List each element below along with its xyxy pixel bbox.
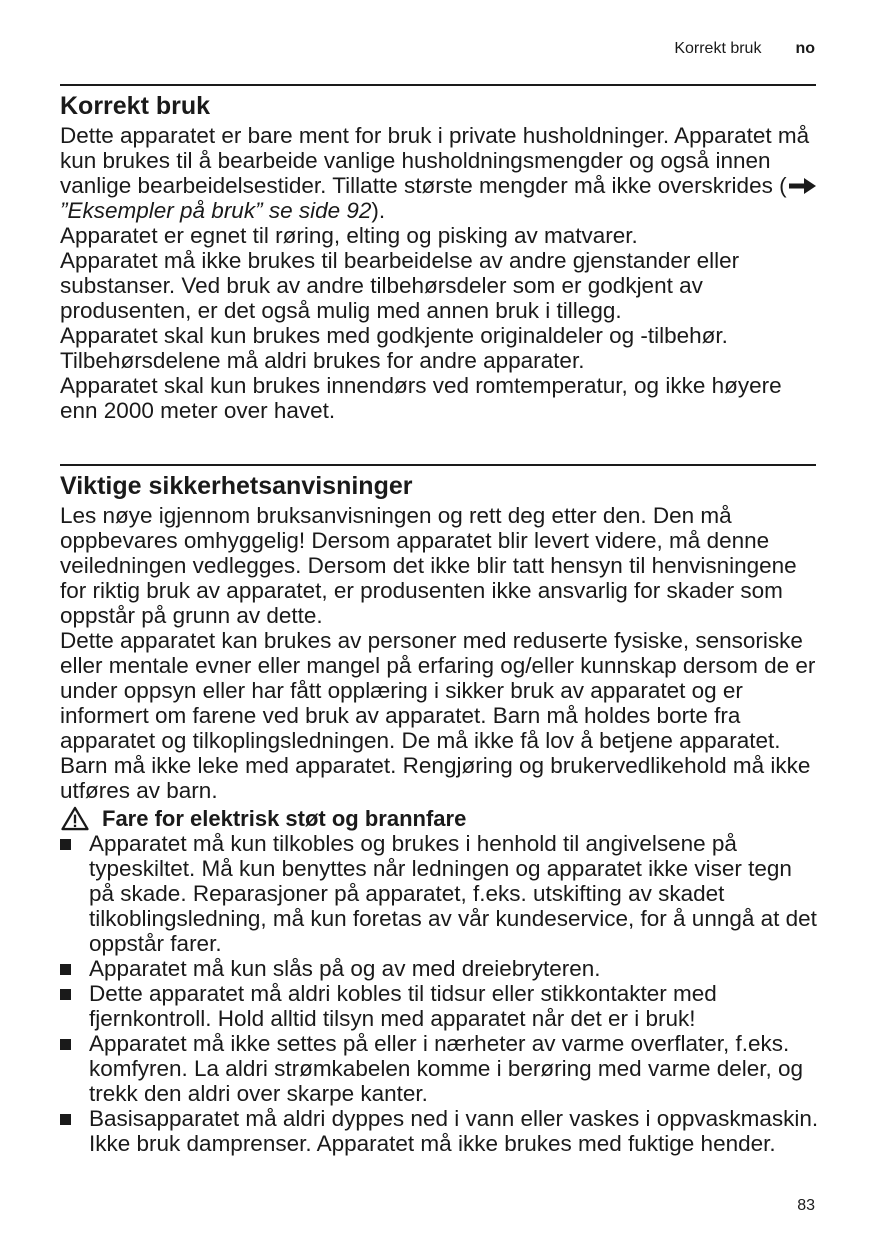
paragraph: Apparatet må ikke brukes til bearbeidelse av andre gjenstander eller substanser. Ved bruk av andre tilbehørsdeler som er godkjent av produsenten, er det også mulig med annen bruk i tillegg.: [60, 248, 740, 323]
running-header: [674, 40, 815, 58]
list-item-text: Apparatet må ikke settes på eller i nærheter av varme overflater, f.eks. komfyren. La aldri strømkabelen komme i berøring med varme deler, og trekk den aldri over skarpe kanter.: [89, 1031, 804, 1106]
list-item: [60, 831, 820, 956]
bullet-square-icon: [60, 1039, 71, 1050]
bullet-square-icon: [60, 1114, 71, 1125]
section-title: Viktige sikkerhetsanvisninger: [60, 472, 413, 500]
paragraph: Apparatet er egnet til røring, elting og pisking av matvarer.: [60, 223, 638, 248]
page-number: 83: [797, 1197, 815, 1214]
paragraph: [60, 123, 820, 223]
running-title: Korrekt bruk: [674, 40, 762, 57]
warning-heading: [60, 806, 820, 831]
header-rule: [60, 84, 816, 86]
cross-reference-link[interactable]: ”Eksempler på bruk” se side 92: [60, 198, 372, 223]
section-rule: [60, 464, 816, 466]
list-item: [60, 981, 820, 1031]
bullet-square-icon: [60, 964, 71, 975]
paragraph-text: Dette apparatet er bare ment for bruk i private husholdninger. Apparatet må kun brukes til å bearbeide vanlige husholdningsmengder og også innen vanlige bearbeidelsestider. Tillatte største mengder må ikke overskrides (: [60, 123, 810, 198]
section-title: Korrekt bruk: [60, 92, 211, 120]
safety-list: [60, 831, 820, 1156]
bullet-square-icon: [60, 839, 71, 850]
paragraph: Apparatet skal kun brukes med godkjente originaldeler og -tilbehør. Tilbehørsdelene må aldri brukes for andre apparater.: [60, 323, 728, 373]
section-correct-use: [60, 90, 820, 423]
list-item-text: Apparatet må kun slås på og av med dreiebryteren.: [89, 956, 601, 981]
list-item: [60, 1031, 820, 1106]
paragraph: Apparatet skal kun brukes innendørs ved romtemperatur, og ikke høyere enn 2000 meter over havet.: [60, 373, 782, 423]
warning-triangle-icon: [60, 806, 90, 831]
list-item-text: Basisapparatet må aldri dyppes ned i vann eller vaskes i oppvaskmaskin. Ikke bruk damprenser. Apparatet må ikke brukes med fuktige hender.: [89, 1106, 819, 1156]
paragraph: Dette apparatet kan brukes av personer med reduserte fysiske, sensoriske eller mentale evner eller mangel på erfaring og/eller kunnskap dersom de er under oppsyn eller har fått opplæring i sikker bruk av apparatet og er informert om farene ved bruk av apparatet. Barn må holdes borte fra apparatet og tilkoplingsledningen. De må ikke få lov å betjene apparatet. Barn må ikke leke med apparatet. Rengjøring og brukervedlikehold må ikke utføres av barn.: [60, 628, 816, 803]
warning-title: Fare for elektrisk støt og brannfare: [102, 806, 467, 831]
section-safety: [60, 470, 820, 1156]
list-item-text: Dette apparatet må aldri kobles til tidsur eller stikkontakter med fjernkontroll. Hold alltid tilsyn med apparatet når det er i bruk!: [89, 981, 717, 1031]
arrow-right-icon: [787, 173, 817, 198]
list-item-text: Apparatet må kun tilkobles og brukes i henhold til angivelsene på typeskiltet. Må kun benyttes når ledningen og apparatet ikke viser tegn på skade. Reparasjoner på apparatet, f.eks. utskifting av skadet tilkoblingsledning, må kun foretas av vår kundeservice, for å unngå at det oppstår farer.: [89, 831, 817, 956]
paragraph-text: ).: [371, 198, 386, 223]
bullet-square-icon: [60, 989, 71, 1000]
paragraph: Les nøye igjennom bruksanvisningen og rett deg etter den. Den må oppbevares omhyggelig! Dersom apparatet blir levert videre, må denne veiledningen vedlegges. Dersom det ikke blir tatt hensyn til henvisningene for riktig bruk av apparatet, er produsenten ikke ansvarlig for skader som oppstår på grunn av dette.: [60, 503, 797, 628]
language-code: no: [795, 40, 815, 57]
list-item: [60, 956, 820, 981]
list-item: [60, 1106, 820, 1156]
